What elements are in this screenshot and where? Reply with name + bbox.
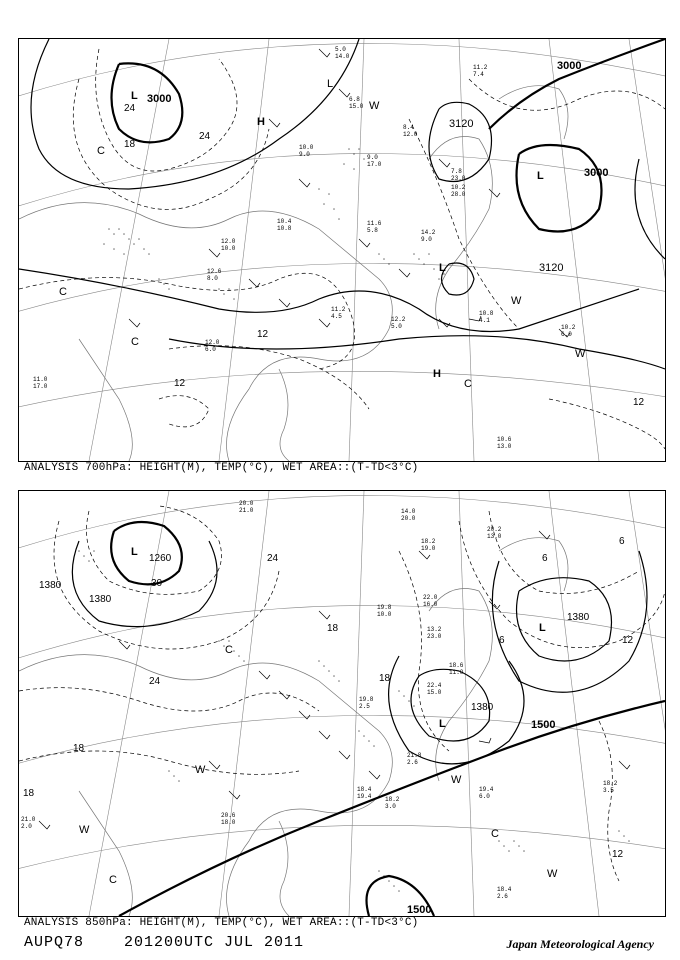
station-dewpoint-dep: 4.1 [479, 317, 490, 324]
graticule [19, 491, 665, 916]
cold-marker: C [225, 644, 233, 656]
station-dewpoint-dep: 7.4 [473, 71, 484, 78]
temp-label: 18 [124, 139, 136, 150]
coastline [19, 86, 568, 461]
system-markers [59, 78, 586, 390]
temp-label: 18 [73, 743, 85, 754]
station-dewpoint-dep: 16.0 [423, 601, 438, 608]
station-temp: 11.6 [367, 220, 382, 227]
station-temp: 18.4 [357, 786, 372, 793]
height-label: 3120 [449, 118, 474, 130]
agency-name: Japan Meteorological Agency [506, 937, 654, 951]
warm-marker: W [451, 774, 462, 786]
temp-label: 18 [23, 788, 35, 799]
temperature-labels [124, 103, 645, 408]
cold-marker: C [97, 145, 105, 157]
chart-datetime: 201200UTC JUL 2011 [124, 934, 305, 951]
graticule [19, 39, 665, 461]
height-label: 1380 [89, 594, 112, 605]
station-temp: 5.0 [335, 46, 346, 53]
station-dewpoint-dep: 10.0 [377, 611, 392, 618]
station-dewpoint-dep: 23.0 [451, 175, 466, 182]
warm-marker: W [547, 868, 558, 880]
temp-label: 18 [327, 623, 339, 634]
warm-marker: W [511, 295, 522, 307]
temp-label: 24 [267, 553, 279, 564]
station-temp: 12.6 [207, 268, 222, 275]
station-dewpoint-dep: 13.0 [497, 443, 512, 450]
station-temp: 12.0 [205, 339, 220, 346]
temp-label: 6 [499, 635, 505, 646]
station-temp: 20.6 [221, 812, 236, 819]
station-dewpoint-dep: 12.0 [403, 131, 418, 138]
station-temp: 22.4 [427, 682, 442, 689]
station-dewpoint-dep: 9.0 [299, 151, 310, 158]
station-dewpoint-dep: 10.8 [277, 225, 292, 232]
station-dewpoint-dep: 2.5 [359, 703, 370, 710]
station-dewpoint-dep: 3.0 [385, 803, 396, 810]
temp-label: 24 [124, 103, 136, 114]
station-temp: 19.8 [359, 696, 374, 703]
low-center: L [131, 546, 138, 558]
chart-code: AUPQ78 [24, 934, 85, 951]
station-dewpoint-dep: 18.0 [221, 819, 236, 826]
low-center: L [439, 718, 446, 730]
temp-label: 6 [542, 553, 548, 564]
station-temp: 10.6 [497, 436, 512, 443]
station-dewpoint-dep: 10.0 [221, 245, 236, 252]
station-dewpoint-dep: 9.0 [421, 236, 432, 243]
station-dewpoint-dep: 23.0 [427, 633, 442, 640]
station-temp: 6.8 [349, 96, 360, 103]
station-temp: 7.8 [451, 168, 462, 175]
station-temp: 14.0 [401, 508, 416, 515]
temp-label: 12 [622, 635, 634, 646]
height-label: 1380 [39, 580, 62, 591]
height-label: 3000 [557, 60, 582, 72]
station-temp: 11.0 [33, 376, 48, 383]
station-dewpoint-dep: 20.0 [401, 515, 416, 522]
warm-marker: W [195, 764, 206, 776]
station-temp: 10.0 [299, 144, 314, 151]
station-temp: 8.4 [403, 124, 414, 131]
low-center: L [537, 170, 544, 182]
station-temp: 18.2 [421, 538, 436, 545]
station-temp: 19.8 [377, 604, 392, 611]
low-center: L [131, 90, 138, 102]
map-700hpa-svg [19, 39, 665, 461]
map-panel-850hpa [18, 490, 666, 917]
height-label: 1500 [531, 719, 556, 731]
station-temp: 21.0 [21, 816, 36, 823]
height-label: 1380 [471, 702, 494, 713]
station-temp: 10.2 [561, 324, 576, 331]
station-dewpoint-dep: 19.4 [357, 793, 372, 800]
temp-label: 30 [151, 578, 163, 589]
height-label: 1260 [149, 553, 172, 564]
station-dewpoint-dep: 19.0 [421, 545, 436, 552]
low-center: L [327, 78, 334, 90]
temp-label: 18 [379, 673, 391, 684]
high-center: H [257, 116, 265, 128]
height-label: 1500 [407, 904, 432, 916]
height-label: 3120 [539, 262, 564, 274]
station-temp: 18.2 [385, 796, 400, 803]
station-dewpoint-dep: 6.0 [479, 793, 490, 800]
warm-marker: W [369, 100, 380, 112]
cold-marker: C [491, 828, 499, 840]
station-dewpoint-dep: 6.0 [561, 331, 572, 338]
cold-marker: C [131, 336, 139, 348]
station-dewpoint-dep: 14.0 [335, 53, 350, 60]
station-dewpoint-dep: 13.0 [487, 533, 502, 540]
map-panel-700hpa [18, 38, 666, 462]
warm-marker: W [575, 348, 586, 360]
station-dewpoint-dep: 11.0 [449, 669, 464, 676]
station-dewpoint-dep: 2.6 [407, 759, 418, 766]
station-dewpoint-dep: 6.0 [205, 346, 216, 353]
height-label: 3000 [584, 167, 609, 179]
temp-label: 24 [149, 676, 161, 687]
height-label: 3000 [147, 93, 172, 105]
station-temp: 14.2 [421, 229, 436, 236]
station-temp: 10.2 [451, 184, 466, 191]
temp-label: 12 [612, 849, 624, 860]
station-temp: 18.4 [497, 886, 512, 893]
high-center: H [433, 368, 441, 380]
station-temp: 11.2 [473, 64, 488, 71]
warm-marker: W [79, 824, 90, 836]
station-dewpoint-dep: 5.0 [391, 323, 402, 330]
station-plots [21, 500, 618, 900]
height-labels [39, 553, 590, 916]
caption-850hpa: ANALYSIS 850hPa: HEIGHT(M), TEMP(°C), WET AREA::(T-TD<3°C) [24, 917, 419, 929]
station-temp: 18.2 [603, 780, 618, 787]
station-dewpoint-dep: 3.5 [603, 787, 614, 794]
station-dewpoint-dep: 15.0 [349, 103, 364, 110]
wind-barbs [39, 531, 630, 829]
temp-label: 24 [199, 131, 211, 142]
station-dewpoint-dep: 2.0 [21, 823, 32, 830]
station-dewpoint-dep: 5.8 [367, 227, 378, 234]
station-temp: 12.0 [221, 238, 236, 245]
low-center: L [439, 262, 446, 274]
temp-label: 6 [619, 536, 625, 547]
station-temp: 12.2 [391, 316, 406, 323]
station-dewpoint-dep: 17.0 [367, 161, 382, 168]
station-temp: 22.0 [423, 594, 438, 601]
temp-label: 12 [257, 329, 269, 340]
station-temp: 9.0 [367, 154, 378, 161]
station-dewpoint-dep: 15.0 [427, 689, 442, 696]
station-temp: 19.4 [479, 786, 494, 793]
station-temp: 10.4 [277, 218, 292, 225]
cold-marker: C [59, 286, 67, 298]
station-temp: 11.2 [331, 306, 346, 313]
station-dewpoint-dep: 4.5 [331, 313, 342, 320]
station-dewpoint-dep: 8.0 [207, 275, 218, 282]
cold-marker: C [109, 874, 117, 886]
station-dewpoint-dep: 21.0 [239, 507, 254, 514]
cold-marker: C [464, 378, 472, 390]
system-markers [79, 546, 558, 886]
station-temp: 13.2 [427, 626, 442, 633]
station-dewpoint-dep: 17.0 [33, 383, 48, 390]
temp-label: 12 [174, 378, 186, 389]
chart-id-footer [24, 934, 304, 951]
map-850hpa-svg [19, 491, 665, 916]
height-label: 1380 [567, 612, 590, 623]
station-temp: 21.8 [407, 752, 422, 759]
caption-700hpa: ANALYSIS 700hPa: HEIGHT(M), TEMP(°C), WET AREA::(T-TD<3°C) [24, 462, 419, 474]
wind-barbs [129, 49, 570, 337]
isotherms [19, 506, 665, 881]
wet-area [103, 148, 445, 300]
station-dewpoint-dep: 2.6 [497, 893, 508, 900]
station-temp: 18.6 [449, 662, 464, 669]
station-temp: 20.0 [239, 500, 254, 507]
station-dewpoint-dep: 28.0 [451, 191, 466, 198]
temperature-labels [23, 536, 634, 860]
low-center: L [539, 622, 546, 634]
station-temp: 10.8 [479, 310, 494, 317]
station-temp: 20.2 [487, 526, 502, 533]
temp-label: 12 [633, 397, 645, 408]
